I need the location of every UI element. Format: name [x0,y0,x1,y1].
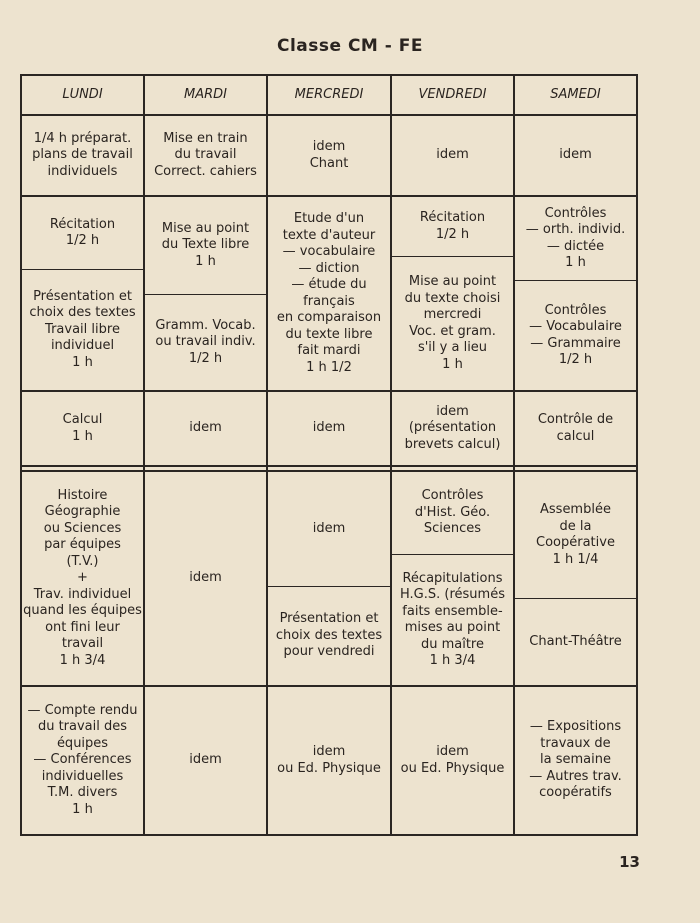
header-mercredi: MERCREDI [294,86,364,102]
cell-samedi-r3: Contrôle de calcul [537,412,614,444]
cell-lundi-r2a: Récitation 1/2 h [49,216,116,248]
cell-mardi-r4: idem [189,570,222,586]
cell-mercredi-r4a: idem [312,520,346,536]
cell-samedi-r1: idem [559,147,592,163]
cell-mercredi-r5: idem ou Ed. Physique [277,744,381,776]
cell-lundi-r5: — Compte rendu du travail des équipes — Conférences individuelles T.M. divers 1 h [27,702,138,817]
cell-lundi-r4: Histoire Géographie ou Sciences par équipes (T.V.) + Trav. individuel quand les équipes ont fini leur travail 1 h 3/4 [23,487,142,668]
cell-vendredi-r1: idem [436,147,469,163]
cell-samedi-r2a: Contrôles — orth. individ. — dictée 1 h [525,205,626,270]
cell-vendredi-r4a: Contrôles d'Hist. Géo. Sciences [414,488,491,537]
cell-samedi-r4a: Assemblée de la Coopérative 1 h 1/4 [536,502,615,567]
cell-mardi-r3: idem [189,420,222,436]
cell-mercredi-r2: Etude d'un texte d'auteur — vocabulaire — diction — étude du français en comparaison du texte libre fait mardi 1 h 1/2 [276,211,382,375]
cell-mercredi-r1: idem Chant [309,139,349,171]
header-samedi: SAMEDI [550,86,601,102]
cell-vendredi-r5: idem ou Ed. Physique [400,744,505,776]
cell-vendredi-r4b: Récapitulations H.G.S. (résumés faits ensemble- mises au point du maître 1 h 3/4 [400,570,505,668]
cell-samedi-r5: — Expositions travaux de la semaine — Autres trav. coopératifs [529,719,622,801]
cell-vendredi-r2a: Récitation 1/2 h [419,210,486,242]
cell-mercredi-r3: idem [312,420,346,436]
double-row-divider [22,465,636,472]
page-title: Classe CM - FE [277,36,423,56]
header-lundi: LUNDI [62,86,103,102]
timetable [20,74,638,836]
cell-lundi-r1: 1/4 h préparat. plans de travail individuels [32,130,133,179]
cell-mardi-r1: Mise en train du travail Correct. cahiers [154,130,257,179]
cell-vendredi-r2b: Mise au point du texte choisi mercredi Voc. et gram. s'il y a lieu 1 h [404,274,501,372]
header-vendredi: VENDREDI [418,86,487,102]
cell-lundi-r2b: Présentation et choix des textes Travail libre individuel 1 h [29,288,136,370]
cell-samedi-r4b: Chant-Théâtre [529,633,622,649]
cell-mardi-r5: idem [189,752,222,768]
header-mardi: MARDI [184,86,227,102]
cell-samedi-r2b: Contrôles — Vocabulaire — Grammaire 1/2 h [529,302,622,367]
page-number: 13 [619,853,640,871]
cell-mardi-r2a: Mise au point du Texte libre 1 h [161,220,250,269]
cell-mercredi-r4b: Présentation et choix des textes pour vendredi [275,611,383,660]
cell-mardi-r2b: Gramm. Vocab. ou travail indiv. 1/2 h [155,317,256,366]
cell-vendredi-r3: idem (présentation brevets calcul) [404,403,501,452]
cell-lundi-r3: Calcul 1 h [62,412,103,444]
